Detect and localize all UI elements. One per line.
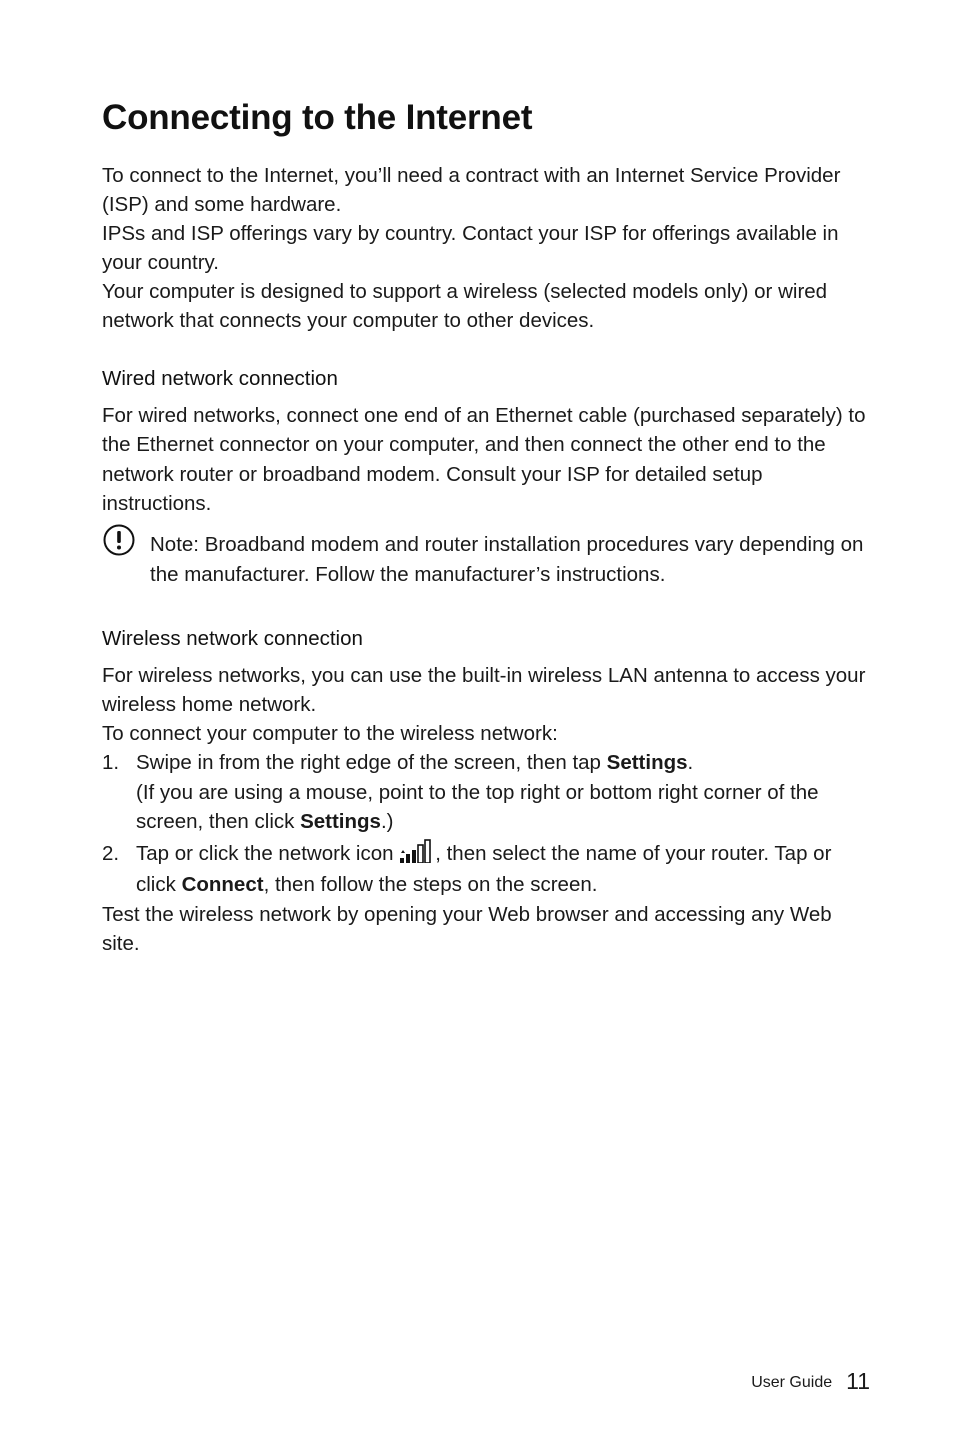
step1-period: .: [687, 751, 694, 774]
page-number: 11: [846, 1368, 870, 1394]
wireless-closing: Test the wireless network by opening your Web browser and accessing any Web site.: [102, 903, 832, 956]
settings-term: Settings: [606, 751, 688, 774]
wired-body: For wired networks, connect one end of an Ethernet cable (purchased separately) to the Ethernet connector on your computer, and then connect the other end to the network router or broadband modem. Consult your ISP for detailed setup instructions.: [102, 404, 866, 515]
step2-text: Tap or click the network icon: [136, 842, 400, 865]
wireless-body: For wireless networks, you can use the built-in wireless LAN antenna to access your wireless home network.: [102, 664, 866, 717]
wireless-heading: Wireless network connection: [102, 627, 363, 650]
intro-paragraph-2: IPSs and ISP offerings vary by country. Contact your ISP for offerings available in your country.: [102, 222, 839, 275]
wired-heading: Wired network connection: [102, 367, 338, 390]
footer-label: User Guide: [751, 1374, 833, 1391]
settings-term: Settings: [300, 810, 381, 833]
step2-end: , then follow the steps on the screen.: [263, 873, 598, 896]
page-footer: [751, 1368, 870, 1395]
intro-paragraph-3: Your computer is designed to support a wireless (selected models only) or wired network that connects your computer to other devices.: [102, 280, 828, 333]
step1-text: Swipe in from the right edge of the screen, then tap: [136, 751, 607, 774]
note-label: Note:: [150, 533, 199, 556]
intro-paragraph-1: To connect to the Internet, you’ll need a contract with an Internet Service Provider (ISP) and some hardware.: [102, 164, 841, 217]
note-text: [150, 530, 880, 590]
network-signal-icon: [400, 839, 434, 863]
step2-text-cont: , then select the name of your router. Tap or click: [136, 842, 832, 896]
note-body: Broadband modem and router installation procedures vary depending on the manufacturer. Follow the manufacturer’s instructions.: [150, 533, 864, 586]
step1-close: .): [380, 810, 394, 833]
exclamation-circle-icon: [102, 524, 136, 558]
connect-term: Connect: [181, 873, 264, 896]
list-number: 2.: [102, 842, 120, 865]
page-title: Connecting to the Internet: [102, 98, 533, 137]
wireless-lead: To connect your computer to the wireless network:: [102, 722, 558, 745]
step1-mouse-text: (If you are using a mouse, point to the top right or bottom right corner of the screen, then click: [136, 780, 819, 833]
list-number: 1.: [102, 751, 120, 774]
